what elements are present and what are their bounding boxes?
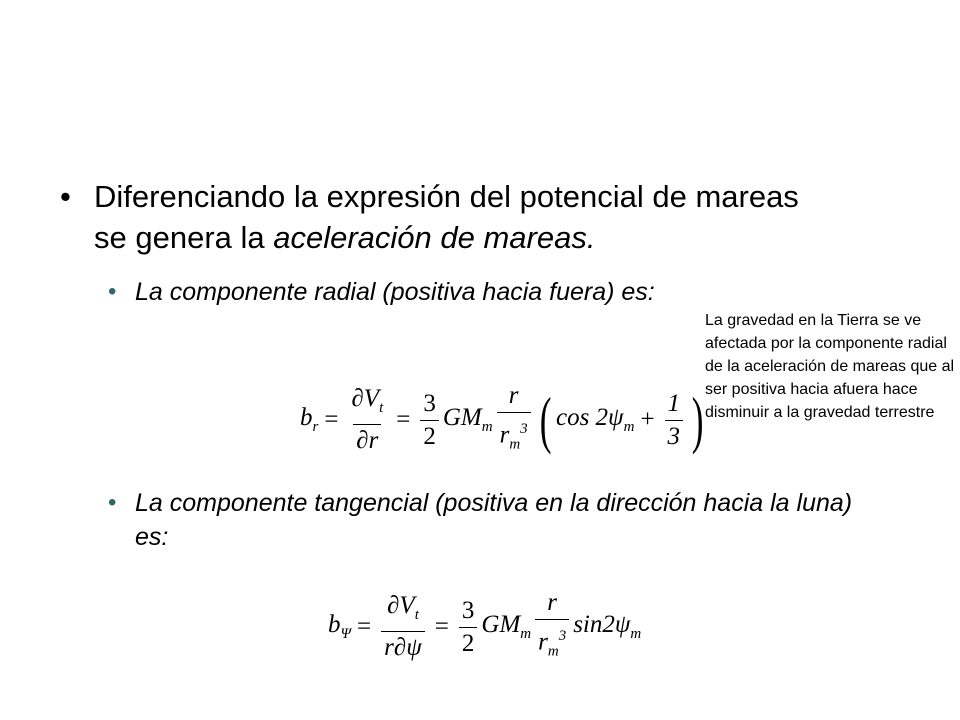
fraction-radius: $\frac{r}{r_m^3}$ [535, 589, 569, 665]
fraction-radius: $\frac{r}{r_m^3}$ [497, 382, 531, 458]
bullet-main-text [94, 176, 820, 258]
gm-term: $GM_m$ [442, 404, 493, 435]
bullet-dot: • [108, 278, 117, 305]
side-note: La gravedad en la Tierra se ve afectada por la componente radial de la aceleración de mareas que al ser positiva hacia afuera hace disminuir a la gravedad terrestre [705, 312, 955, 421]
bullet-main [60, 176, 820, 258]
cos-term: $\cos 2\psi_m$ [555, 404, 635, 435]
formula-tangential [328, 588, 642, 662]
bullet-tangential-text: La componente tangencial (positiva en la dirección hacia la luna) es: [135, 489, 853, 551]
bullet-dot: • [108, 489, 117, 516]
equals-sign: = [324, 406, 339, 433]
bullet-dot: • [60, 179, 71, 214]
bullet-main-text-plain: Diferenciando la expresión del potencial de mareas se genera la [94, 179, 799, 255]
fraction-constant: $\frac{3}{2}$ [459, 597, 478, 658]
equals-sign: = [357, 613, 372, 640]
left-paren: ( [539, 384, 552, 455]
gm-term: $GM_m$ [481, 611, 532, 642]
fraction-partial: $\frac{\partial V_t}{r\partial\psi}$ [381, 592, 425, 662]
parenthesized-term [535, 384, 709, 455]
formula-lhs: $b_r$ [300, 404, 319, 435]
fraction-partial: $\frac{\partial V_t}{\partial r}$ [351, 385, 384, 454]
formula-radial [300, 381, 708, 455]
bullet-tangential [108, 486, 868, 554]
sin-term: $\sin 2\psi_m$ [573, 611, 642, 642]
fraction-third: $\frac{1}{3}$ [665, 390, 684, 451]
equals-sign: = [434, 613, 449, 640]
equals-sign: = [396, 406, 411, 433]
bullet-main-text-italic: aceleración de mareas. [273, 220, 596, 255]
formula-lhs: $b_\Psi$ [328, 611, 352, 642]
fraction-constant: $\frac{3}{2}$ [420, 390, 439, 451]
bullet-radial [108, 275, 808, 309]
bullet-radial-text: La componente radial (positiva hacia fuera) es: [135, 278, 655, 306]
plus-sign: + [640, 406, 655, 433]
right-paren: ) [691, 384, 704, 455]
